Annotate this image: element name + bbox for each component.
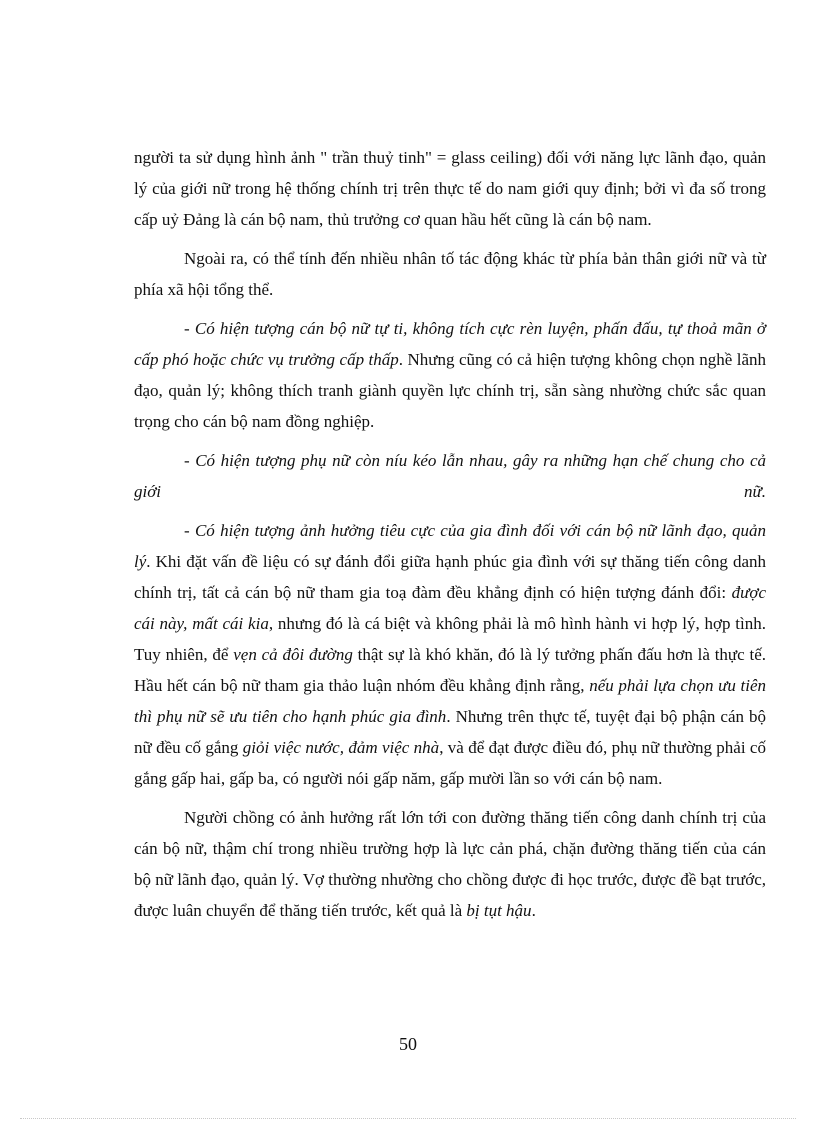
text-run: . Nhưng cũng có cả hiện tượng không chọn nghề lãnh đạo, quản lý; không thích tranh giành quyền lực chính trị, sẵn sàng nhường chức sắc quan trọng cho cán bộ nam đồng nghiệp.: [134, 350, 767, 431]
paragraph-3: [134, 313, 766, 437]
text-run: , và để đạt được điều đó, phụ nữ thường phải cố gắng gấp hai, gấp ba, có người nói gấp năm, gấp mười lần so với cán bộ nam.: [134, 738, 766, 788]
body-text: [134, 142, 766, 934]
italic-run: giỏi việc nước, đảm việc nhà: [242, 738, 440, 757]
text-run: , nhưng đó là cá biệt và không phải là mô hình hành vi hợp lý, hợp tình. Tuy nhiên, để: [134, 614, 766, 664]
text-run: người ta sử dụng hình ảnh " trần thuỷ tinh" = glass ceiling) đối với năng lực lãnh đạo, quản lý của giới nữ trong hệ thống chính trị trên thực tế do nam giới quy định; bởi vì đa số trong cấp uỷ Đảng là cán bộ nam, thủ trưởng cơ quan hầu hết cũng là cán bộ nam.: [134, 148, 766, 229]
text-run: thật sự là khó khăn, đó là lý tưởng phấn đấu hơn là thực tế. Hầu hết cán bộ nữ tham gia thảo luận nhóm đều khẳng định rằng,: [134, 645, 766, 695]
text-run: . Nhưng trên thực tế, tuyệt đại bộ phận cán bộ nữ đều cố gắng: [134, 707, 766, 757]
paragraph-6: [134, 802, 766, 926]
italic-run: - Có hiện tượng phụ nữ còn níu kéo lẫn nhau, gây ra những hạn chế chung cho cả giới nữ.: [134, 451, 766, 501]
text-run: .: [531, 901, 536, 920]
page-number: 50: [399, 1034, 417, 1054]
text-run: . Khi đặt vấn đề liệu có sự đánh đổi giữa hạnh phúc gia đình với sự thăng tiến công danh chính trị, tất cả cán bộ nữ tham gia toạ đàm đều khẳng định có hiện tượng đánh đổi:: [134, 552, 766, 602]
text-run: Ngoài ra, có thể tính đến nhiều nhân tố tác động khác từ phía bản thân giới nữ và từ phía xã hội tổng thể.: [134, 249, 766, 299]
italic-run: được cái này, mất cái kia: [134, 583, 766, 633]
paragraph-2: [134, 243, 766, 305]
page-bottom-divider: [20, 1118, 796, 1119]
italic-run: vẹn cả đôi đường: [233, 645, 353, 664]
italic-run: - Có hiện tượng ảnh hưởng tiêu cực của gia đình đối với cán bộ nữ lãnh đạo, quản lý: [134, 521, 766, 571]
paragraph-5: [134, 515, 766, 794]
italic-run: nếu phải lựa chọn ưu tiên thì phụ nữ sẽ ưu tiên cho hạnh phúc gia đình: [134, 676, 766, 726]
paragraph-1: [134, 142, 766, 235]
italic-run: bị tụt hậu: [466, 901, 532, 920]
text-run: Người chồng có ảnh hưởng rất lớn tới con đường thăng tiến công danh chính trị của cán bộ nữ, thậm chí trong nhiều trường hợp là lực cản phá, chặn đường thăng tiến của cán bộ nữ lãnh đạo, quản lý. Vợ thường nhường cho chồng được đi học trước, được đề bạt trước, được luân chuyển để thăng tiến trước, kết quả là: [134, 808, 766, 920]
italic-run: - Có hiện tượng cán bộ nữ tự ti, không tích cực rèn luyện, phấn đấu, tự thoả mãn ở cấp phó hoặc chức vụ trưởng cấp thấp: [134, 319, 766, 369]
paragraph-4: [134, 445, 766, 507]
